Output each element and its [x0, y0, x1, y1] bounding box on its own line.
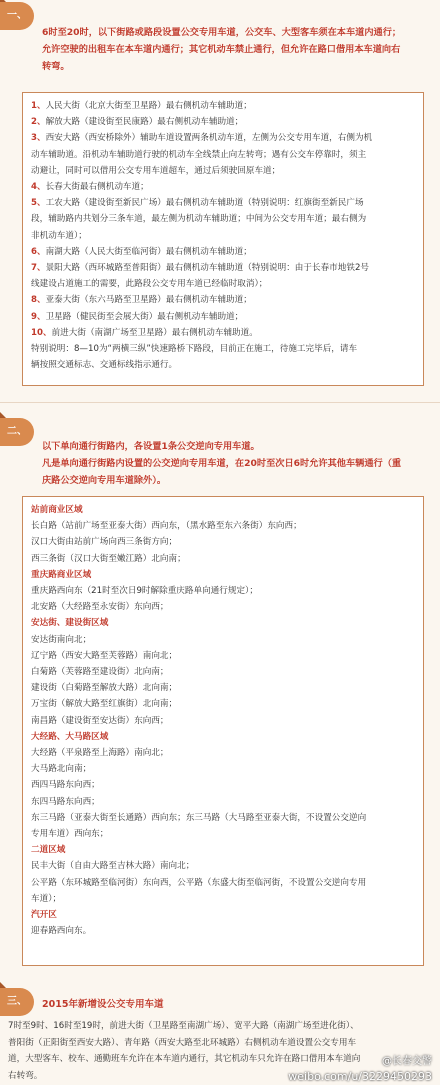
item-number: 8、	[31, 295, 46, 306]
item-number: 10、	[31, 327, 52, 338]
item-text: 建设街（白菊路至解放大路）北向南；	[31, 683, 178, 694]
item-number: 1、	[31, 101, 46, 111]
item-text: 民丰大街（自由大路至吉林大路）南向北；	[31, 861, 195, 872]
area-label: 大经路、大马路区域	[31, 731, 109, 742]
heading-line: 庆路公交逆向专用车道除外）。	[42, 475, 167, 486]
section-2-list	[22, 496, 424, 966]
item-text: 车道）；	[31, 893, 62, 904]
item-text: 南昌路（建设街至安达街）东向西；	[31, 715, 169, 726]
watermark-name: @长春交警	[382, 1056, 432, 1067]
list-item	[31, 341, 415, 357]
heading-line: 转弯。	[42, 61, 70, 72]
item-text: 重庆路西向东（21时至次日9时解除重庆路单向通行规定）；	[31, 586, 258, 597]
list-item	[31, 309, 415, 325]
area-heading	[31, 907, 415, 923]
area-heading	[31, 615, 415, 631]
area-label: 汽开区	[31, 910, 57, 921]
item-text: 东三马路（亚泰大街至长通路）西向东；东三马路（大马路至亚泰大街，不设置公交逆向	[31, 812, 367, 823]
item-text: 动车辅助道。沿机动车辅助道行驶的机动车全线禁止向左转弯；遇有公交车停靠时，须主	[31, 149, 367, 160]
list-item	[31, 858, 415, 874]
item-text: 西四马路东向西；	[31, 780, 100, 791]
list-item	[31, 98, 415, 114]
area-heading	[31, 502, 415, 518]
item-text: 辆按照交通标志、交通标线指示通行。	[31, 360, 178, 371]
list-item	[31, 713, 415, 729]
item-text: 迎春路西向东。	[31, 926, 92, 937]
list-item	[31, 260, 415, 276]
item-number: 9、	[31, 311, 46, 322]
item-text: 非机动车道）；	[31, 230, 87, 241]
heading-line: 以下单向通行街路内，各设置1条公交逆向专用车道。	[42, 441, 260, 452]
list-item	[31, 923, 415, 939]
item-text: 安达街南向北；	[31, 634, 92, 645]
item-text: 北安路（大经路至永安街）东向西；	[31, 602, 169, 613]
list-item	[31, 228, 415, 244]
item-number: 2、	[31, 117, 46, 128]
list-item	[31, 244, 415, 260]
item-text: 线建设占道施工的需要，此路段公交专用车道已经临时取消）；	[31, 279, 268, 290]
list-item	[31, 680, 415, 696]
list-item	[31, 292, 415, 308]
list-item	[31, 534, 415, 550]
item-number: 7、	[31, 263, 46, 274]
area-label: 重庆路商业区域	[31, 569, 92, 580]
item-text: 万宝街（解放大路至红旗街）北向南；	[31, 699, 178, 710]
area-heading	[31, 567, 415, 583]
item-text: 西三条街（汉口大街至嫩江路）北向南；	[31, 553, 186, 564]
list-item	[31, 551, 415, 567]
list-item	[31, 891, 415, 907]
item-text: 南湖大路（人民大街至临河街）最右侧机动车辅助道；	[45, 246, 252, 257]
item-text: 段，辅助路内共划分三条车道，最左侧为机动车辅助道；中间为公交专用车道；最右侧为	[31, 214, 367, 225]
area-heading	[31, 729, 415, 745]
item-text: 西安大路（西安桥除外）辅助车道设置两条机动车道，左侧为公交专用车道，右侧为机	[45, 133, 373, 144]
list-item	[31, 195, 415, 211]
heading-line: 凡是单向通行街路内设置的公交逆向专用车道，在20时至次日6时允许其他车辆通行（重	[42, 458, 402, 469]
item-text: 前进大街（南湖广场至卫星路）最右侧机动车辅助道。	[51, 327, 258, 338]
section-1-list	[22, 92, 424, 386]
paragraph-line: 普阳街（正阳街至西安大路）、青年路（西安大路至北环城路）右侧机动车道设置公交专用车	[8, 1037, 357, 1048]
heading-line: 6时至20时，以下街路或路段设置公交专用车道，公交车、大型客车须在本车道内通行；	[42, 27, 402, 38]
list-item	[31, 163, 415, 179]
list-item	[31, 357, 415, 373]
area-label: 安达街、建设街区域	[31, 618, 109, 629]
item-text: 卫星路（健民街至会展大街）最右侧机动车辅助道；	[45, 311, 244, 322]
item-text: 长春大街最右侧机动车道；	[45, 182, 149, 193]
section-1-heading	[42, 24, 434, 75]
list-item	[31, 632, 415, 648]
list-item	[31, 325, 415, 341]
list-item	[31, 583, 415, 599]
item-number: 5、	[31, 198, 46, 209]
area-label: 站前商业区域	[31, 505, 83, 515]
list-item	[31, 777, 415, 793]
list-item	[31, 114, 415, 130]
item-text: 亚泰大街（东六马路至卫星路）最右侧机动车辅助道；	[45, 295, 252, 306]
watermark-url: weibo.com/u/3229450293	[288, 1070, 432, 1083]
item-number: 6、	[31, 246, 46, 257]
item-text: 大马路北向南；	[31, 764, 92, 775]
area-label: 二道区域	[31, 845, 66, 856]
section-3-badge: 三、	[0, 988, 34, 1016]
item-text: 汉口大街由站前广场向西三条街方向；	[31, 537, 178, 548]
paragraph-line: 道，大型客车、校车、通勤班车允许在本车道内通行，其它机动车只允许在路口借用本车道向	[8, 1054, 361, 1064]
section-2-badge: 二、	[0, 418, 34, 446]
item-text: 大经路（平泉路至上海路）南向北；	[31, 748, 169, 759]
list-item	[31, 745, 415, 761]
list-item	[31, 276, 415, 292]
item-text: 工农大路（建设街至新民广场）最右侧机动车辅助道（特别说明：红旗街至新民广场	[45, 198, 364, 209]
list-item	[31, 179, 415, 195]
list-item	[31, 599, 415, 615]
list-item	[31, 518, 415, 534]
item-text: 公平路（东环城路至临河街）东向西，公平路（东盛大街至临河街，不设置公交逆向专用	[31, 877, 367, 888]
list-item	[31, 875, 415, 891]
section-3-title: 2015年新增设公交专用车道	[42, 999, 164, 1010]
section-2-heading	[42, 438, 434, 489]
paragraph-line: 右转弯。	[8, 1070, 43, 1081]
list-item	[31, 664, 415, 680]
item-number: 3、	[31, 133, 46, 144]
list-item	[31, 648, 415, 664]
item-text: 景阳大路（西环城路至普阳街）最右侧机动车辅助道（特别说明：由于长春市地铁2号	[45, 263, 370, 274]
paragraph-line: 7时至9时、16时至19时，前进大街（卫星路至南湖广场）、宽平大路（南湖广场至进化街）、	[8, 1021, 359, 1031]
item-text: 人民大街（北京大街至卫星路）最右侧机动车辅助道；	[45, 101, 252, 111]
heading-line: 允许空驶的出租车在本车道内通行；其它机动车禁止通行，但允许在路口借用本车道向右	[42, 44, 401, 55]
item-text: 解放大路（建设街至民康路）最右侧机动车辅助道；	[45, 117, 244, 128]
section-1-badge: 一、	[0, 2, 34, 30]
list-item	[31, 810, 415, 826]
item-text: 特别说明：8—10为“两横三纵”快速路桥下路段，目前正在施工，待施工完毕后，请车	[31, 344, 358, 355]
item-text: 动避让，同时可以借用公交专用车道超车，通过后须驶回原车道；	[31, 165, 281, 176]
item-text: 东四马路东向西；	[31, 796, 100, 807]
item-text: 白菊路（芙蓉路至建设街）北向南；	[31, 667, 169, 678]
list-item	[31, 147, 415, 163]
list-item	[31, 826, 415, 842]
list-item	[31, 211, 415, 227]
list-item	[31, 130, 415, 146]
item-number: 4、	[31, 182, 46, 193]
list-item	[31, 761, 415, 777]
item-text: 长白路（站前广场至亚泰大街）西向东，（黑水路至东六条街）东向西；	[31, 521, 302, 532]
item-text: 专用车道）西向东；	[31, 829, 109, 840]
list-item	[31, 696, 415, 712]
item-text: 辽宁路（西安大路至芙蓉路）南向北；	[31, 650, 178, 661]
area-heading	[31, 842, 415, 858]
list-item	[31, 794, 415, 810]
